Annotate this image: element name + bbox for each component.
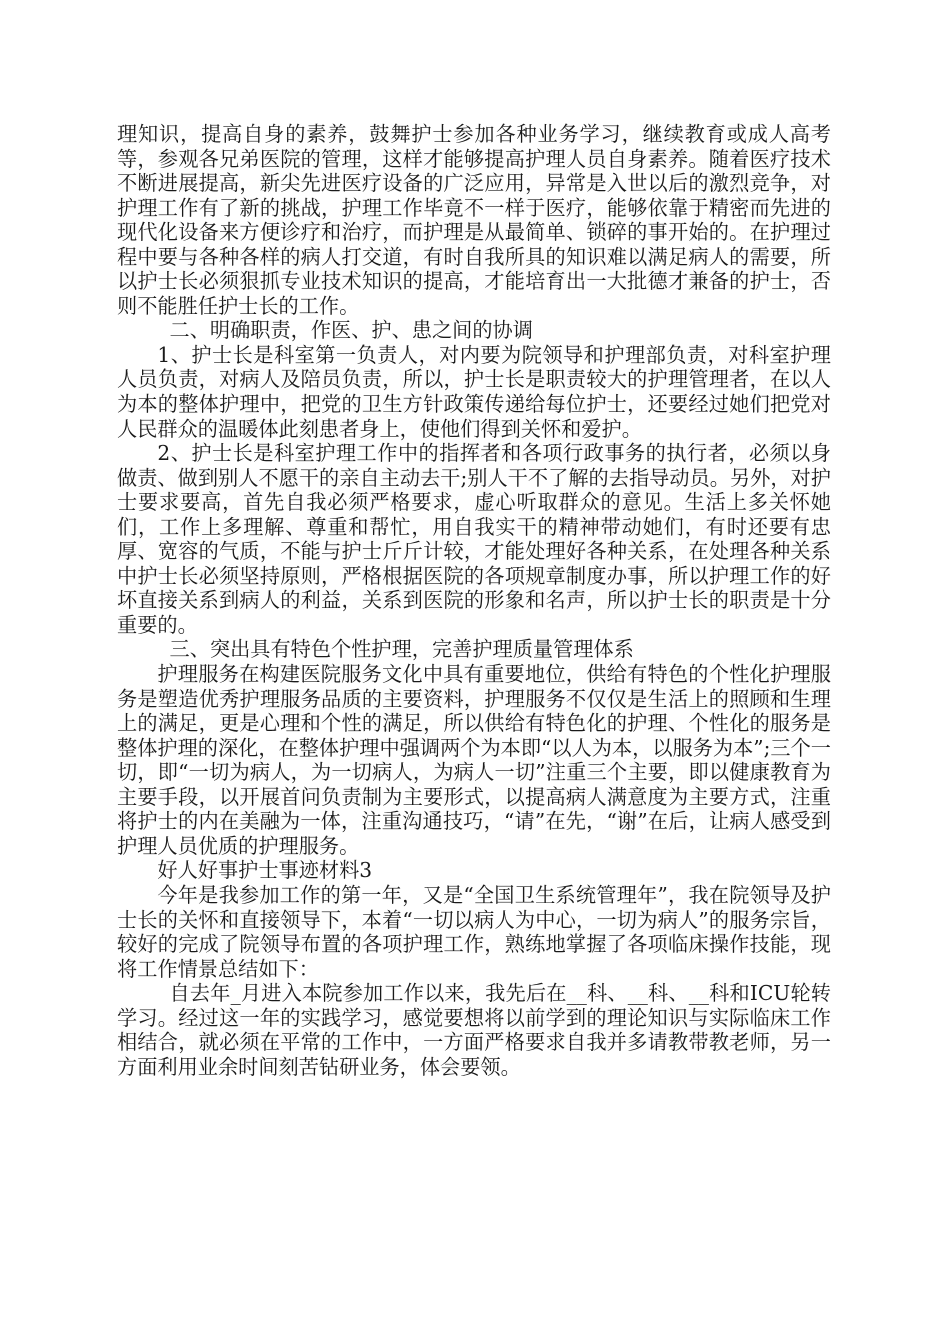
paragraph-nursing-service: 护理服务在构建医院服务文化中具有重要地位，供给有特色的个性化护理服务是塑造优秀护理服务品质的主要资料，护理服务不仅仅是生活上的照顾和生理上的满足，更是心理和个性的满足，所以供给有特色化的护理、个性化的服务是整体护理的深化，在整体护理中强调两个为本即“以人为本，以服务为本”;三个一切，即“一切为病人，为一切病人，为病人一切”注重三个主要，即以健康教育为主要手段，以开展首问负责制为主要形式，以提高病人满意度为主要方式，注重将护士的内在美融为一体，注重沟通技巧，“请”在先，“谢”在后，让病人感受到护理人员优质的护理服务。: [117, 662, 831, 858]
document-body: [117, 122, 831, 1079]
paragraph-item-1: 1、护士长是科室第一负责人，对内要为院领导和护理部负责，对科室护理人员负责，对病人及陪员负责，所以，护士长是职责较大的护理管理者，在以人为本的整体护理中，把党的卫生方针政策传递给每位护士，还要经过她们把党对人民群众的温暖体此刻患者身上，使他们得到关怀和爱护。: [117, 342, 831, 441]
document-subtitle: 好人好事护士事迹材料3: [157, 858, 373, 883]
section-heading-2: 二、明确职责，作医、护、患之间的协调: [169, 318, 533, 343]
paragraph-continuation: 理知识，提高自身的素养，鼓舞护士参加各种业务学习，继续教育或成人高考等，参观各兄弟医院的管理，这样才能够提高护理人员自身素养。随着医疗技术不断进展提高，新尖先进医疗设备的广泛应用，异常是入世以后的激烈竞争，对护理工作有了新的挑战，护理工作毕竟不一样于医疗，能够依靠于精密而先进的现代化设备来方便诊疗和治疗，而护理是从最简单、锁碎的事开始的。在护理过程中要与各种各样的病人打交道，有时自我所具的知识难以满足病人的需要，所以护士长必须狠抓专业技术知识的提高，才能培育出一大批德才兼备的护士，否则不能胜任护士长的工作。: [117, 122, 831, 318]
paragraph-item-2: 2、护士长是科室护理工作中的指挥者和各项行政事务的执行者，必须以身做责、做到别人不愿干的亲自主动去干;别人干不了解的去指导动员。另外，对护士要求要高，首先自我必须严格要求，虚心听取群众的意见。生活上多关怀她们，工作上多理解、尊重和帮忙，用自我实干的精神带动她们，有时还要有忠厚、宽容的气质，不能与护士斤斤计较，才能处理好各种关系，在处理各种关系中护士长必须坚持原则，严格根据医院的各项规章制度办事，所以护理工作的好坏直接关系到病人的利益，关系到医院的形象和名声，所以护士长的职责是十分重要的。: [117, 441, 831, 637]
paragraph-rotation: 自去年_月进入本院参加工作以来，我先后在__科、__科、__科和ICU轮转学习。经过这一年的实践学习，感觉要想将以前学到的理论知识与实际临床工作相结合，就必须在平常的工作中，一方面严格要求自我并多请教带教老师，另一方面利用业余时间刻苦钻研业务，体会要领。: [117, 981, 831, 1079]
section-heading-3: 三、突出具有特色个性护理，完善护理质量管理体系: [169, 637, 634, 662]
paragraph-first-year: 今年是我参加工作的第一年，又是“全国卫生系统管理年”，我在院领导及护士长的关怀和直接领导下，本着“一切以病人为中心，一切为病人”的服务宗旨，较好的完成了院领导布置的各项护理工作，熟练地掌握了各项临床操作技能，现将工作情景总结如下：: [117, 882, 831, 981]
